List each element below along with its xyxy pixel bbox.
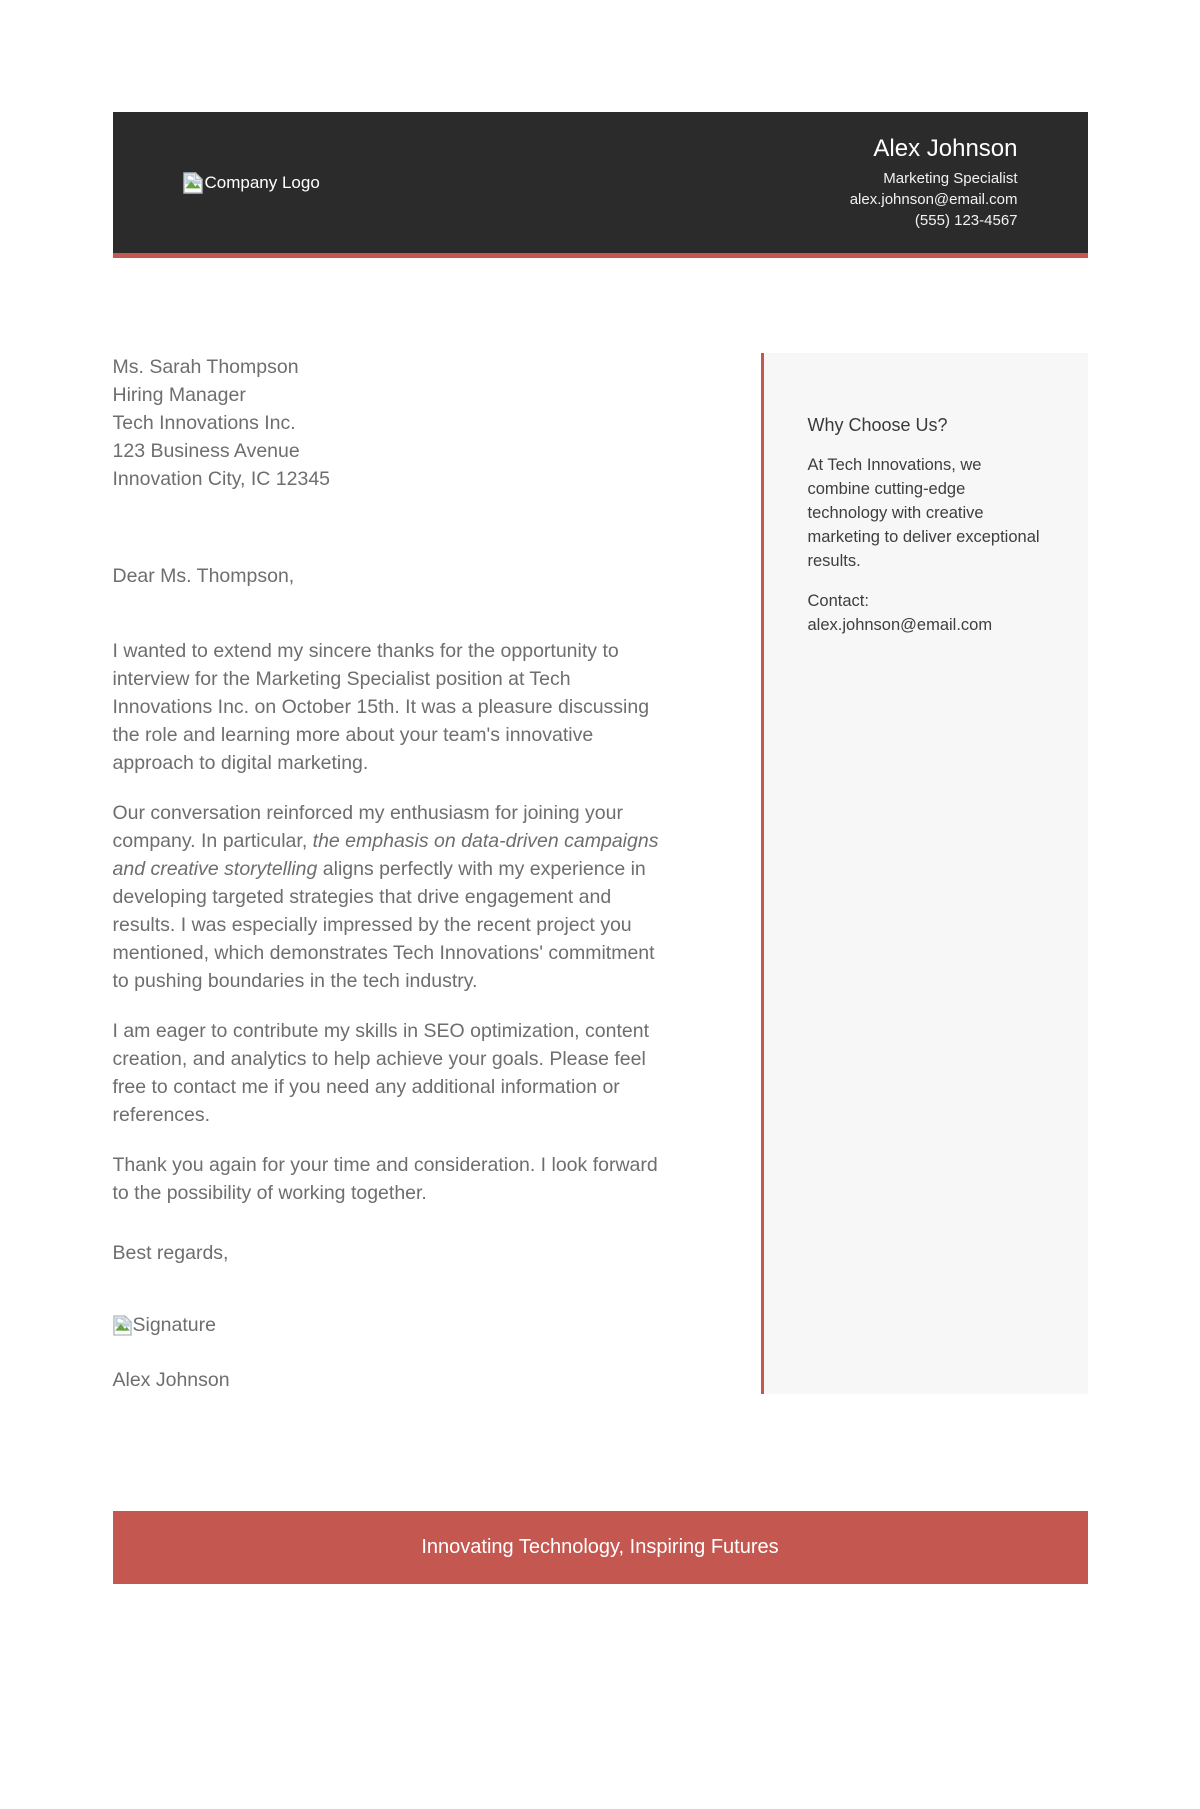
recipient-line: 123 Business Avenue	[112, 440, 300, 462]
emphasis-text: the emphasis on data-driven campaigns and creative storytelling	[112, 830, 659, 880]
page-header	[113, 112, 1088, 258]
paragraph-2-tail: aligns perfectly with my experience in developing targeted strategies that drive engagement and results. I was especially impressed by the recent project you mentioned, which demonstrates Tech Innovations' commitment to pushing boundaries in the tech industry.	[112, 858, 655, 992]
closing-line: Best regards,	[112, 1242, 229, 1264]
signer-name: Alex Johnson	[112, 1369, 230, 1391]
contact-email: alex.johnson@email.com	[849, 191, 1018, 208]
footer-banner	[113, 1511, 1088, 1584]
broken-image-icon	[183, 172, 205, 194]
main-content-row	[113, 353, 1088, 1394]
salutation: Dear Ms. Thompson,	[112, 565, 295, 587]
footer-tagline: Innovating Technology, Inspiring Futures	[421, 1536, 779, 1558]
recipient-line: Ms. Sarah Thompson	[112, 356, 299, 378]
recipient-line: Tech Innovations Inc.	[112, 412, 296, 434]
letter-paragraph-2	[113, 799, 665, 995]
sidebar-contact-email: alex.johnson@email.com	[807, 616, 993, 634]
contact-phone: (555) 123-4567	[914, 212, 1018, 229]
info-sidebar	[761, 353, 1088, 1394]
sidebar-contact-label: Contact:	[807, 592, 869, 610]
recipient-line: Innovation City, IC 12345	[112, 468, 331, 490]
sidebar-contact-block	[808, 589, 1048, 637]
letter-paragraph-4: Thank you again for your time and consideration. I look forward to the possibility of working together.	[112, 1154, 658, 1204]
letter-body	[113, 353, 665, 1394]
signature-alt-text: Signature	[132, 1314, 216, 1336]
recipient-address-block	[113, 353, 665, 493]
recipient-line: Hiring Manager	[112, 384, 246, 406]
letter-paragraph-3: I am eager to contribute my skills in SEO optimization, content creation, and analytics to help achieve your goals. Please feel free to contact me if you need any additional information or references.	[112, 1020, 649, 1126]
sidebar-body-text: At Tech Innovations, we combine cutting-edge technology with creative marketing to deliver exceptional results.	[807, 456, 1040, 570]
signature-image	[113, 1311, 665, 1339]
letter-page	[113, 112, 1088, 1688]
company-logo-image	[183, 172, 320, 194]
sidebar-heading: Why Choose Us?	[807, 415, 948, 435]
company-logo-alt-text: Company Logo	[204, 172, 320, 192]
contact-title: Marketing Specialist	[883, 170, 1018, 187]
contact-name: Alex Johnson	[873, 135, 1018, 162]
broken-image-icon	[113, 1315, 133, 1336]
letter-paragraph-1: I wanted to extend my sincere thanks for the opportunity to interview for the Marketing Specialist position at Tech Innovations Inc. on October 15th. It was a pleasure discussing the role and learning more about your team's innovative approach to digital marketing.	[112, 640, 650, 774]
header-contact-block	[850, 134, 1018, 231]
paragraph-2-lead: Our conversation reinforced my enthusiasm for joining your company. In particular,	[112, 802, 623, 852]
